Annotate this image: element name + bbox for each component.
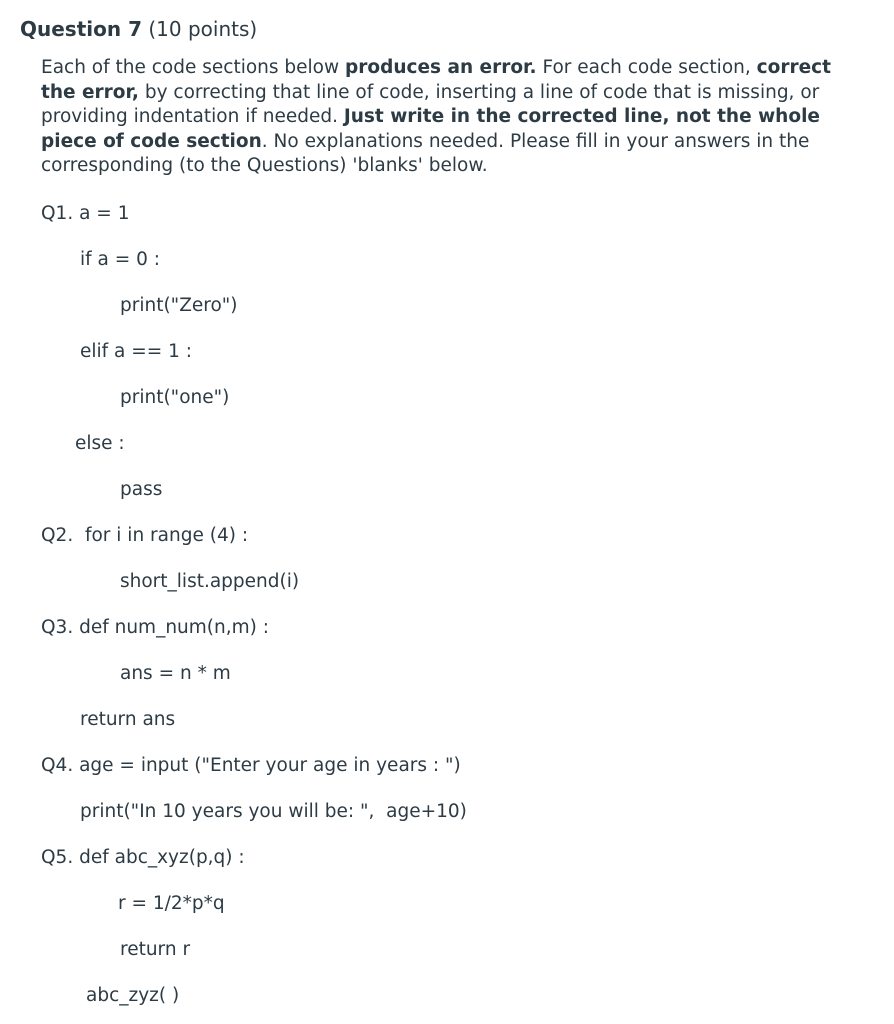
question-header [20, 14, 257, 44]
question-title: Question 7 [20, 17, 142, 41]
question-points: (10 points) [148, 17, 258, 41]
instructions-bold-2: correct the error, [41, 57, 831, 103]
q1-line-4: elif a == 1 : [80, 341, 193, 362]
q3-line-1: Q3. def num_num(n,m) : [41, 617, 269, 638]
q5-line-3: return r [120, 939, 191, 960]
q4-line-2: print("In 10 years you will be: ", age+10) [80, 801, 467, 822]
question-instructions [41, 56, 851, 179]
q4-line-1: Q4. age = input ("Enter your age in years : ") [41, 755, 461, 776]
instructions-bold-3: Just write in the corrected line, not the whole piece of code section [41, 106, 820, 152]
q5-line-2: r = 1/2*p*q [118, 893, 225, 914]
q2-line-2: short_list.append(i) [120, 571, 300, 592]
instructions-bold-1: produces an error. [345, 57, 537, 78]
instructions-text-4: . No explanations needed. Please fill in your answers in the corresponding (to the Questions) 'blanks' below. [41, 130, 810, 177]
q3-line-3: return ans [80, 709, 176, 730]
q2-line-1: Q2. for i in range (4) : [41, 525, 249, 546]
q1-line-3: print("Zero") [120, 295, 238, 316]
q5-line-4: abc_zyz( ) [86, 985, 180, 1006]
q1-line-6: else : [75, 433, 125, 454]
instructions-text-2: For each code section, [536, 57, 757, 78]
q1-line-2: if a = 0 : [80, 249, 161, 270]
instructions-text-3: by correcting that line of code, inserting a line of code that is missing, or providing indentation if needed. [41, 81, 820, 128]
q1-line-7: pass [120, 479, 163, 500]
q3-line-2: ans = n * m [120, 663, 231, 684]
q1-line-1: Q1. a = 1 [41, 203, 130, 224]
q1-line-5: print("one") [120, 387, 230, 408]
instructions-text-1: Each of the code sections below [41, 57, 345, 78]
q5-line-1: Q5. def abc_xyz(p,q) : [41, 847, 245, 868]
